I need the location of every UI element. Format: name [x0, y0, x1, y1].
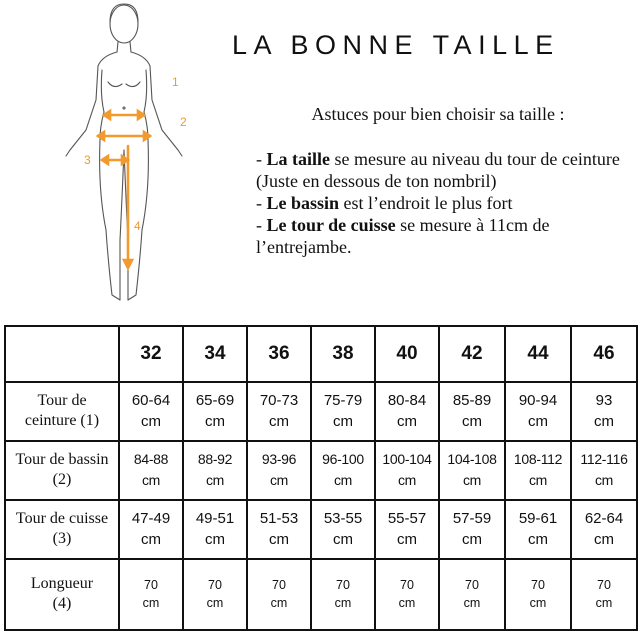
table-cell: 88-92 cm — [183, 441, 247, 500]
table-cell: 70-73 cm — [247, 382, 311, 441]
page-title: LA BONNE TAILLE — [232, 30, 560, 60]
tip-keyword: Le tour de cuisse — [266, 215, 396, 235]
table-cell: 60-64 cm — [119, 382, 183, 441]
tip-item: - Le tour de cuisse se mesure à 11cm de l’entrejambe. — [256, 215, 550, 257]
table-cell: 70 cm — [311, 559, 375, 630]
tip-keyword: La taille — [266, 149, 330, 169]
table-cell: 70 cm — [439, 559, 505, 630]
tips-list — [256, 148, 626, 258]
tip-keyword: Le bassin — [266, 193, 340, 213]
size-header: 44 — [505, 326, 571, 382]
tip-item: - Le bassin est l’endroit le plus fort — [256, 193, 513, 213]
tips-heading: Astuces pour bien choisir sa taille : — [311, 104, 565, 124]
row-label: Tour de cuisse (3) — [5, 500, 119, 559]
table-cell: 104-108 cm — [439, 441, 505, 500]
size-header: 34 — [183, 326, 247, 382]
table-cell: 93-96 cm — [247, 441, 311, 500]
table-cell: 70 cm — [571, 559, 637, 630]
table-cell: 90-94 cm — [505, 382, 571, 441]
table-cell: 70 cm — [375, 559, 439, 630]
table-cell: 47-49 cm — [119, 500, 183, 559]
size-header: 36 — [247, 326, 311, 382]
table-cell: 70 cm — [183, 559, 247, 630]
table-cell: 85-89 cm — [439, 382, 505, 441]
row-label: Tour de bassin (2) — [5, 441, 119, 500]
table-cell: 70 cm — [119, 559, 183, 630]
corner-cell — [5, 326, 119, 382]
svg-text:1: 1 — [172, 75, 179, 89]
svg-text:4: 4 — [134, 219, 141, 233]
table-cell: 49-51 cm — [183, 500, 247, 559]
table-row — [5, 559, 637, 630]
table-cell: 96-100 cm — [311, 441, 375, 500]
size-header-row — [5, 326, 637, 382]
table-cell: 70 cm — [247, 559, 311, 630]
svg-text:3: 3 — [84, 153, 91, 167]
table-cell: 93 cm — [571, 382, 637, 441]
table-cell: 84-88 cm — [119, 441, 183, 500]
table-cell: 80-84 cm — [375, 382, 439, 441]
table-cell: 112-116 cm — [571, 441, 637, 500]
size-header: 42 — [439, 326, 505, 382]
table-row — [5, 382, 637, 441]
table-cell: 62-64 cm — [571, 500, 637, 559]
table-cell: 108-112 cm — [505, 441, 571, 500]
table-cell: 75-79 cm — [311, 382, 375, 441]
table-cell: 70 cm — [505, 559, 571, 630]
table-row — [5, 441, 637, 500]
table-cell: 51-53 cm — [247, 500, 311, 559]
table-cell: 65-69 cm — [183, 382, 247, 441]
size-chart-table — [4, 325, 638, 631]
size-header: 46 — [571, 326, 637, 382]
body-measurement-figure — [40, 0, 220, 312]
svg-text:2: 2 — [180, 115, 187, 129]
size-header: 38 — [311, 326, 375, 382]
table-cell: 100-104 cm — [375, 441, 439, 500]
table-cell: 53-55 cm — [311, 500, 375, 559]
row-label: Tour de ceinture (1) — [5, 382, 119, 441]
size-header: 32 — [119, 326, 183, 382]
table-cell: 55-57 cm — [375, 500, 439, 559]
row-label: Longueur (4) — [5, 559, 119, 630]
table-cell: 59-61 cm — [505, 500, 571, 559]
tip-item: - La taille se mesure au niveau du tour de ceinture (Juste en dessous de ton nombril) — [256, 149, 620, 191]
size-header: 40 — [375, 326, 439, 382]
table-row — [5, 500, 637, 559]
table-cell: 57-59 cm — [439, 500, 505, 559]
